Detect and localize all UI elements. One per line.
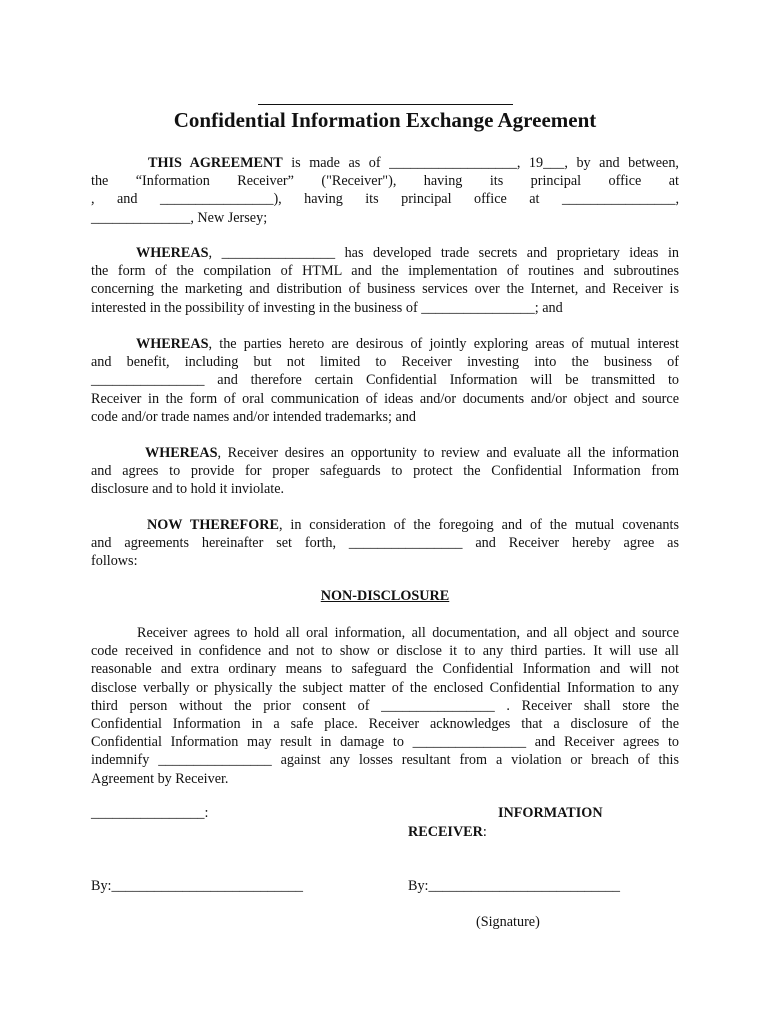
nondisclosure-paragraph: Receiver agrees to hold all oral information, all documentation, and all object and source code received in confidence and not to show or disclose it to any third parties. It will use all reasonable and extra ordinary means to safeguard the Confidential Information and will not disclose verbally or physically the subject matter of the enclosed Confidential Information to any third person without the prior consent of ________________ . Receiver shall store the Confidential Information in a safe place. Receiver acknowledges that a disclosure of the Confidential Information may result in damage to ________________ and Receiver agrees to indemnify ________________ against any losses resultant from a violation or breach of this Agreement by Receiver. bbox=[91, 625, 679, 787]
by-signature-line-left: By:___________________________ bbox=[91, 878, 304, 894]
section-heading-nondisclosure: NON-DISCLOSURE bbox=[320, 588, 450, 604]
party-signature-blank: ________________: bbox=[91, 805, 209, 821]
signature-caption: (Signature) bbox=[476, 914, 540, 930]
intro-paragraph: THIS AGREEMENT is made as of __________________, 19___, by and between, the “Information Receiver” ("Receiver"), having its principal office at , and ________________), having its principal office at ________________, ______________, New Jersey; bbox=[91, 155, 679, 226]
whereas-paragraph-3: WHEREAS, Receiver desires an opportunity to review and evaluate all the information and agrees to provide for proper safeguards to protect the Confidential Information from disclosure and to hold it inviolate. bbox=[91, 445, 679, 498]
receiver-label-line1: INFORMATION bbox=[498, 805, 603, 821]
now-therefore-paragraph: NOW THEREFORE, in consideration of the foregoing and of the mutual covenants and agreements hereinafter set forth, ________________ and Receiver hereby agree as follows: bbox=[91, 517, 679, 570]
header-rule bbox=[258, 104, 513, 105]
document-title: Confidential Information Exchange Agreement bbox=[173, 108, 597, 132]
receiver-label-line2: RECEIVER: bbox=[408, 824, 487, 840]
intro-bold: THIS AGREEMENT bbox=[148, 155, 283, 171]
whereas-paragraph-1: WHEREAS, ________________ has developed trade secrets and proprietary ideas in the form of the compilation of HTML and the implementation of routines and subroutines concerning the marketing and distribution of business services over the Internet, and Receiver is interested in the possibility of investing in the business of ________________; and bbox=[91, 245, 679, 316]
by-signature-line-right: By:___________________________ bbox=[408, 878, 621, 894]
whereas-paragraph-2: WHEREAS, the parties hereto are desirous of jointly exploring areas of mutual interest and benefit, including but not limited to Receiver investing into the business of ________________ and therefore certain Confidential Information will be transmitted to Receiver in the form of oral communication of ideas and/or documents and/or object and source code and/or trade names and/or intended trademarks; and bbox=[91, 336, 679, 425]
